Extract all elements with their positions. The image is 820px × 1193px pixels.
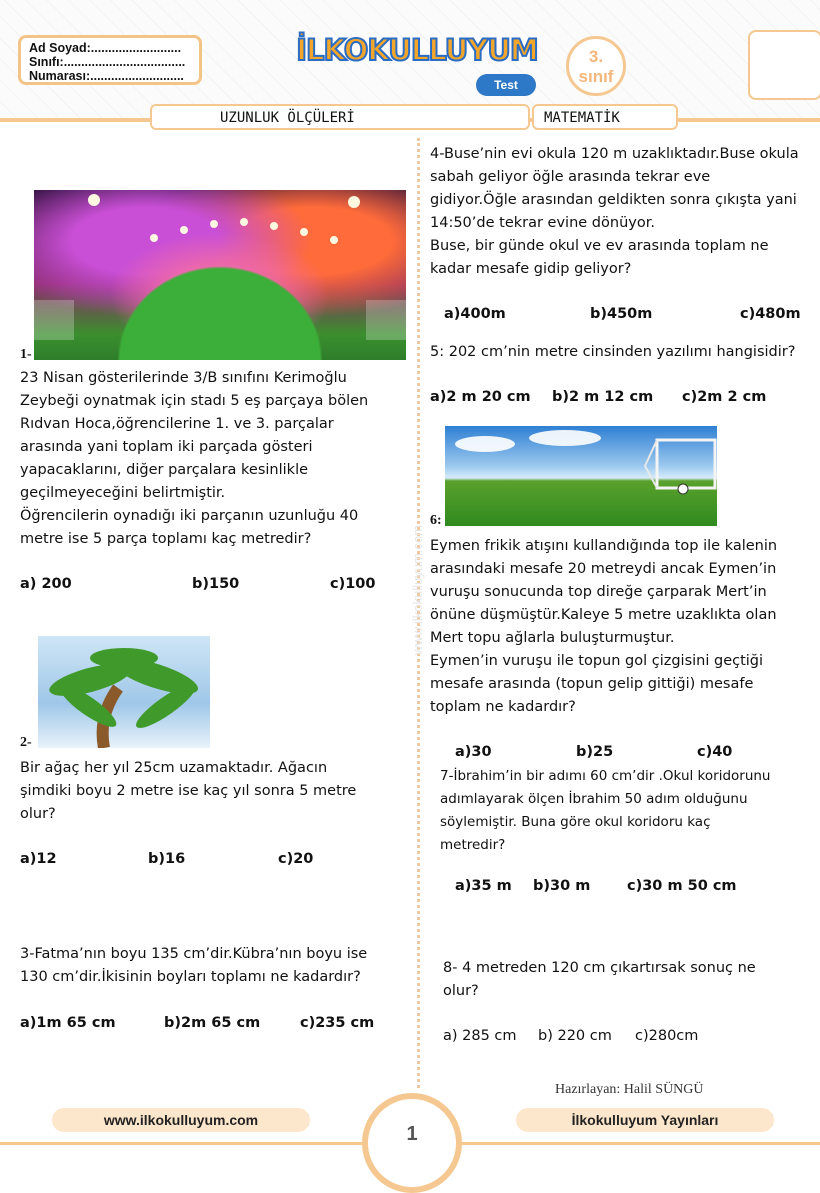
- text-line: sabah geliyor öğle arasında tekrar eve: [430, 169, 711, 185]
- class-line: Sınıfı:...................................: [29, 55, 186, 69]
- text-line: olur?: [443, 983, 479, 999]
- text-line: Eymen frikik atışını kullandığında top ile kalenin: [430, 538, 778, 554]
- q1-option-c[interactable]: c)100: [330, 576, 376, 592]
- watermark: www.ilkokulluyum.com: [410, 524, 425, 656]
- q1-option-b[interactable]: b)150: [192, 576, 240, 592]
- q5-option-c[interactable]: c)2m 2 cm: [682, 389, 767, 405]
- text-line: Rıdvan Hoca,öğrencilerine 1. ve 3. parçalar: [20, 416, 334, 432]
- grade-number: 3.: [588, 47, 604, 66]
- question-2-text: [20, 757, 356, 826]
- text-line: vuruşu sonucunda top direğe çarparak Mert’in: [430, 584, 767, 600]
- text-line: Mert topu ağlarla buluşturmuştur.: [430, 630, 675, 646]
- text-line: metredir?: [440, 837, 506, 853]
- q2-option-c[interactable]: c)20: [278, 851, 314, 867]
- subject-bar: [532, 104, 678, 130]
- question-8-text: [443, 957, 756, 1003]
- publisher-label: İlkokulluyum Yayınları: [516, 1108, 774, 1132]
- q6-option-c[interactable]: c)40: [697, 744, 733, 760]
- question-5-text: 5: 202 cm’nin metre cinsinden yazılımı hangisidir?: [430, 344, 796, 360]
- topic-title: UZUNLUK ÖLÇÜLERİ: [220, 110, 355, 126]
- text-line: Zeybeği oynatmak için stadı 5 eş parçaya bölen: [20, 393, 369, 409]
- text-line: Öğrencilerin oynadığı iki parçanın uzunluğu 40: [20, 508, 359, 524]
- palm-tree-image: [38, 636, 210, 748]
- website-link[interactable]: www.ilkokulluyum.com: [52, 1108, 310, 1132]
- text-line: 8- 4 metreden 120 cm çıkartırsak sonuç ne: [443, 960, 756, 976]
- text-line: 14:50’de tekrar evine dönüyor.: [430, 215, 655, 231]
- name-line: Ad Soyad:..........................: [29, 41, 182, 55]
- goal-icon: [445, 426, 717, 526]
- palm-tree-icon: [38, 636, 210, 748]
- text-line: 23 Nisan gösterilerinde 3/B sınıfını Kerimoğlu: [20, 370, 347, 386]
- question-6-text: [430, 535, 777, 719]
- q6-option-a[interactable]: a)30: [455, 744, 492, 760]
- football-field-image: [445, 426, 717, 526]
- q8-option-a[interactable]: a) 285 cm: [443, 1028, 517, 1044]
- number-line: Numarası:...........................: [29, 69, 184, 83]
- question-3-text: [20, 943, 367, 989]
- q7-option-a[interactable]: a)35 m: [455, 878, 512, 894]
- text-line: adımlayarak ölçen İbrahim 50 adım olduğunu: [440, 791, 748, 807]
- q7-option-b[interactable]: b)30 m: [533, 878, 591, 894]
- grade-label: sınıf: [578, 67, 614, 86]
- text-line: söylemiştir. Buna göre okul koridoru kaç: [440, 814, 711, 830]
- text-line: 130 cm’dir.İkisinin boyları toplamı ne kadardır?: [20, 969, 361, 985]
- q7-option-c[interactable]: c)30 m 50 cm: [627, 878, 737, 894]
- question-1-text: [20, 367, 368, 551]
- q6-option-b[interactable]: b)25: [576, 744, 614, 760]
- q5-option-a[interactable]: a)2 m 20 cm: [430, 389, 531, 405]
- text-line: şimdiki boyu 2 metre ise kaç yıl sonra 5 metre: [20, 783, 357, 799]
- page-number-badge: [362, 1093, 462, 1193]
- page-number: 1: [406, 1123, 418, 1145]
- text-line: arasındaki mesafe 20 metreydi ancak Eymen’in: [430, 561, 777, 577]
- question-1-number: 1-: [20, 347, 32, 362]
- text-line: mesafe arasında (topun gelip gittiği) mesafe: [430, 676, 754, 692]
- text-line: metre ise 5 parça toplamı kaç metredir?: [20, 531, 312, 547]
- question-7-text: [440, 765, 771, 857]
- q3-option-b[interactable]: b)2m 65 cm: [164, 1015, 261, 1031]
- text-line: geçilmeyeceğini belirtmiştir.: [20, 485, 226, 501]
- text-line: toplam ne kadardır?: [430, 699, 576, 715]
- q2-option-a[interactable]: a)12: [20, 851, 57, 867]
- q4-option-a[interactable]: a)400m: [444, 306, 506, 322]
- text-line: Buse, bir günde okul ve ev arasında toplam ne: [430, 238, 769, 254]
- text-line: 3-Fatma’nın boyu 135 cm’dir.Kübra’nın boyu ise: [20, 946, 368, 962]
- q1-option-a[interactable]: a) 200: [20, 576, 72, 592]
- q8-option-b[interactable]: b) 220 cm: [538, 1028, 612, 1044]
- text-line: önüne düşmüştür.Kaleye 5 metre uzaklıkta olan: [430, 607, 777, 623]
- text-line: 7-İbrahim’in bir adımı 60 cm’dir .Okul koridorunu: [440, 768, 771, 784]
- text-line: yapacaklarını, diğer parçalara kesinlikle: [20, 462, 309, 478]
- text-line: olur?: [20, 806, 56, 822]
- logo: İLKOKULLUYUM: [296, 33, 538, 67]
- q8-option-c[interactable]: c)280cm: [635, 1028, 699, 1044]
- q3-option-c[interactable]: c)235 cm: [300, 1015, 375, 1031]
- stadium-lights-icon: [34, 190, 406, 360]
- question-4-text: [430, 143, 799, 281]
- text-line: arasında yani toplam iki parçada gösteri: [20, 439, 313, 455]
- question-6-number: 6:: [430, 513, 442, 528]
- q4-option-c[interactable]: c)480m: [740, 306, 801, 322]
- text-line: kadar mesafe gidip geliyor?: [430, 261, 632, 277]
- student-info-box: [18, 35, 202, 85]
- subject-title: MATEMATİK: [544, 110, 620, 126]
- topic-bar: [150, 104, 530, 130]
- grade-badge: [566, 36, 626, 96]
- text-line: 4-Buse’nin evi okula 120 m uzaklıktadır.Buse okula: [430, 146, 799, 162]
- stadium-image: [34, 190, 406, 360]
- q2-option-b[interactable]: b)16: [148, 851, 186, 867]
- question-2-number: 2-: [20, 735, 32, 750]
- text-line: Bir ağaç her yıl 25cm uzamaktadır. Ağacın: [20, 760, 328, 776]
- q5-option-b[interactable]: b)2 m 12 cm: [552, 389, 654, 405]
- q4-option-b[interactable]: b)450m: [590, 306, 653, 322]
- q3-option-a[interactable]: a)1m 65 cm: [20, 1015, 116, 1031]
- logo-badge: Test: [476, 74, 536, 96]
- text-line: gidiyor.Öğle arasından geldikten sonra çıkışta yani: [430, 192, 797, 208]
- score-box: [748, 30, 820, 100]
- author-credit: Hazırlayan: Halil SÜNGÜ: [555, 1082, 704, 1097]
- text-line: Eymen’in vuruşu ile topun gol çizgisini geçtiği: [430, 653, 764, 669]
